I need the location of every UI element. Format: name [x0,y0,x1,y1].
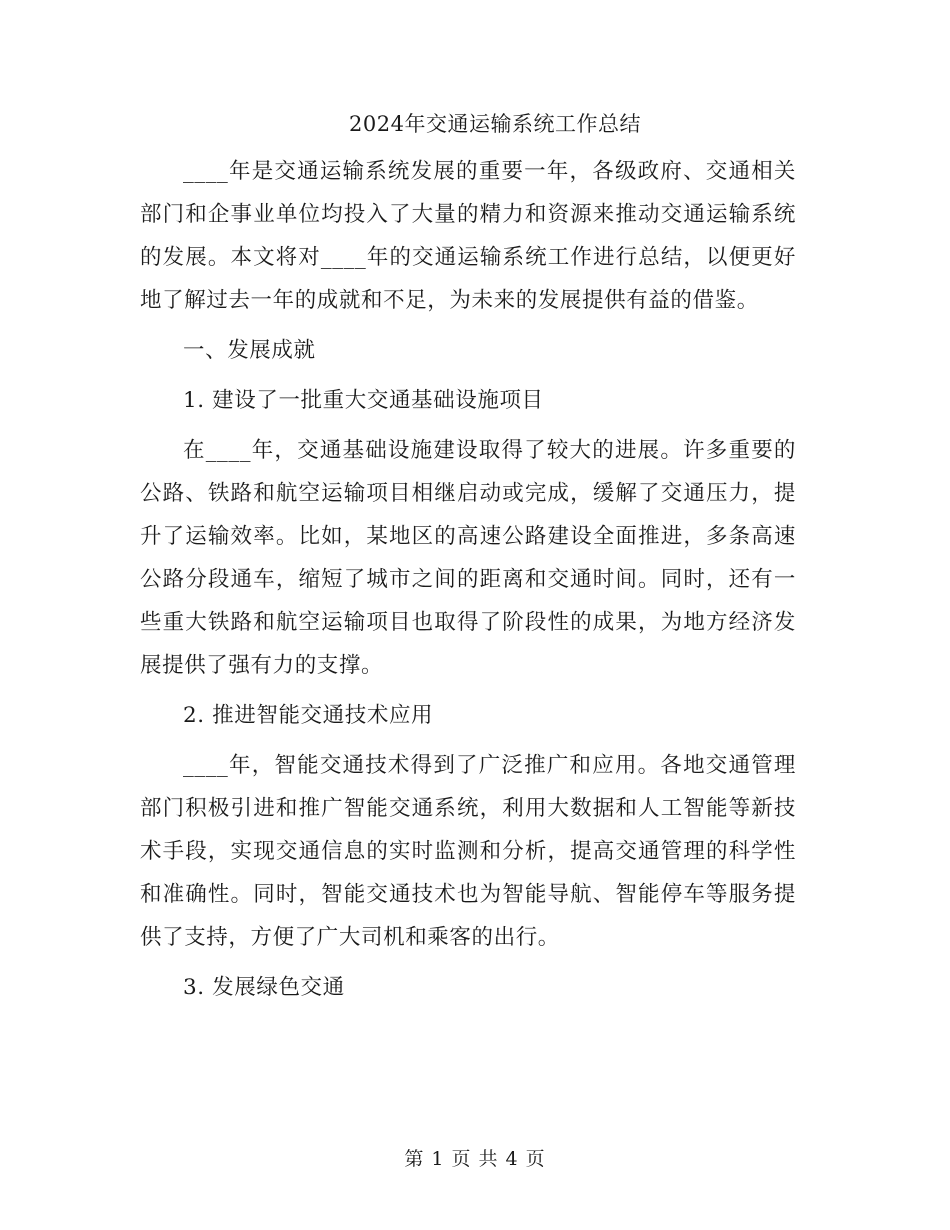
subsection-heading-smart-transport: 2. 推进智能交通技术应用 [183,703,434,728]
page-footer: 第 1 页 共 4 页 [404,1148,546,1170]
section-heading-achievements: 一、发展成就 [183,338,316,363]
smart-transport-paragraph: ____年，智能交通技术得到了广泛推广和应用。各地交通管理部门积极引进和推广智能交通系统，利用大数据和人工智能等新技术手段，实现交通信息的实时监测和分析，提高交通管理的科学性和准确性。同时，智能交通技术也为智能导航、智能停车等服务提供了支持，方便了广大司机和乘客的出行。 [140,753,796,950]
infrastructure-paragraph: 在____年，交通基础设施建设取得了较大的进展。许多重要的公路、铁路和航空运输项目相继启动或完成，缓解了交通压力，提升了运输效率。比如，某地区的高速公路建设全面推进，多条高速公路分段通车，缩短了城市之间的距离和交通时间。同时，还有一些重大铁路和航空运输项目也取得了阶段性的成果，为地方经济发展提供了强有力的支撑。 [140,438,796,678]
intro-paragraph: ____年是交通运输系统发展的重要一年，各级政府、交通相关部门和企事业单位均投入了大量的精力和资源来推动交通运输系统的发展。本文将对____年的交通运输系统工作进行总结，以便更好地了解过去一年的成就和不足，为未来的发展提供有益的借鉴。 [140,159,796,313]
document-body [140,150,796,1009]
subsection-heading-green-transport: 3. 发展绿色交通 [183,975,345,1000]
document-title: 2024年交通运输系统工作总结 [349,112,641,136]
subsection-heading-infrastructure: 1. 建设了一批重大交通基础设施项目 [183,388,544,413]
